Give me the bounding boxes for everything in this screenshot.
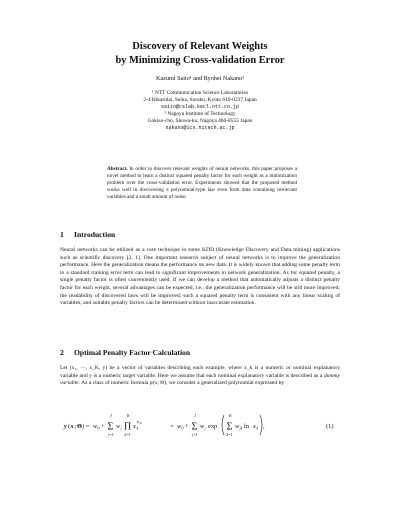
- svg-text:j: j: [204, 425, 206, 431]
- affiliation-2-address: Gokiso-cho, Showa-ku, Nagoya 466-8555 Japan: [147, 117, 253, 124]
- abstract-label: Abstract.: [107, 166, 128, 172]
- svg-text:0: 0: [97, 425, 100, 431]
- equation-1-formula: [60, 408, 340, 442]
- svg-text:k: k: [136, 425, 139, 431]
- svg-text:K: K: [229, 413, 232, 418]
- svg-text:jk: jk: [239, 425, 243, 431]
- affiliation-1-address: 2-4 Hikaridai, Seika, Soraku, Kyoto 619-0237 Japan: [143, 96, 257, 103]
- svg-text:,: ,: [263, 423, 265, 430]
- svg-text:) =: ) =: [82, 423, 90, 430]
- svg-text:(: (: [68, 423, 71, 430]
- equation-number: (1): [326, 423, 334, 430]
- abstract: [107, 166, 297, 201]
- svg-text:w: w: [136, 419, 140, 424]
- svg-text:=: =: [170, 423, 174, 430]
- svg-text:K: K: [127, 413, 130, 418]
- svg-text:j: j: [108, 432, 110, 437]
- svg-text:Σ: Σ: [107, 421, 114, 433]
- svg-text:0: 0: [181, 425, 184, 431]
- section-2-text-part-1: Let (x₁, ···, x_K, y) be a vector of variables describing each example, where x_k is a numeric or nominal explanatory variable and y is a numeric target variable. Here we assume that each nominal explanatory variable is described as a: [60, 365, 340, 379]
- svg-text:Π: Π: [124, 421, 132, 433]
- svg-text:Θ: Θ: [77, 423, 82, 430]
- svg-text:=1: =1: [228, 432, 233, 437]
- affiliation-1-name: ¹ NTT Communication Science Laboratories: [151, 90, 249, 96]
- svg-text:w: w: [200, 423, 205, 430]
- svg-text:=1: =1: [109, 432, 114, 437]
- section-2-text-part-2: As a class of numeric formula p(x; Θ), we consider a generalized polynomial expressed by: [81, 380, 285, 387]
- svg-text:w: w: [177, 423, 182, 430]
- svg-text:Σ: Σ: [191, 421, 198, 433]
- section-2-italic-term: dummy variable.: [60, 372, 340, 387]
- svg-text:+: +: [185, 423, 189, 430]
- equation-1: [60, 408, 340, 442]
- svg-text:=1: =1: [126, 432, 131, 437]
- svg-text:x: x: [70, 423, 74, 430]
- affiliations: [70, 90, 330, 131]
- svg-text:exp: exp: [208, 423, 218, 430]
- svg-text:j: j: [192, 432, 194, 437]
- abstract-text: In order to discover relevant weights of neural networks, this paper proposes a novel method to learn a distinct squared penalty factor for each weight as a minimization problem over the cross-validation error. Experiments showed that the proposed method works well in discovering a polynomial-type law even from data containing irrelevant variables and a small amount of noise.: [107, 166, 297, 200]
- section-2-heading: [60, 348, 340, 358]
- title-line-2: by Minimizing Cross-validation Error: [115, 55, 285, 66]
- section-2-title: Optimal Penalty Factor Calculation: [74, 348, 191, 357]
- section-1-title: Introduction: [74, 230, 116, 239]
- section-2-paragraph: [60, 365, 340, 388]
- svg-text:x: x: [133, 423, 136, 430]
- svg-text:j: j: [120, 425, 122, 431]
- svg-text:jk: jk: [139, 421, 142, 425]
- svg-text:y: y: [64, 423, 67, 430]
- svg-text:x: x: [253, 423, 256, 430]
- svg-text:;: ;: [74, 423, 77, 430]
- section-1-heading: [60, 230, 340, 240]
- svg-text:w: w: [93, 423, 98, 430]
- svg-text:w: w: [116, 423, 121, 430]
- svg-text:w: w: [235, 423, 240, 430]
- affiliation-2-name: ² Nagoya Institute of Technology: [164, 110, 236, 117]
- svg-text:Σ: Σ: [226, 421, 233, 433]
- author-list: Kazumi Saito¹ and Ryohei Nakano²: [155, 75, 244, 82]
- svg-text:J: J: [194, 413, 196, 418]
- svg-text:J: J: [110, 413, 112, 418]
- svg-text:=1: =1: [193, 432, 198, 437]
- svg-text:k: k: [226, 432, 229, 437]
- svg-text:k: k: [256, 425, 259, 431]
- svg-text:+: +: [101, 423, 105, 430]
- affiliation-2-email: nakano@ics.nitech.ac.jp: [165, 124, 235, 131]
- section-1-paragraph: Neural networks can be utilized as a core technique in some KDD (Knowledge Discovery and Data mining) applications such as scientific discovery [2, 1]. One important research subject of neural networks is to improve the generalization performance. Here the generalization means the performance on new data. It is widely known that adding some penalty term to a standard training error term can lead to significant improvements in network generalization. As for squared penalty, a single penalty factor is often conveniently used. If we can develop a method that automatically adjusts a distinct penalty factor for each weight, several advantages can be expected, i.e., the generalization performance will be still more improved; the readability of discovered laws will be improved; such a squared penalty term is consistent with any linear scaling of variables; and suitable penalty factors can be determined without inaccurate estimation.: [60, 247, 340, 307]
- svg-text:ln: ln: [244, 423, 249, 430]
- section-2-number: 2: [60, 348, 64, 357]
- svg-text:k: k: [124, 432, 127, 437]
- section-1-number: 1: [60, 230, 64, 239]
- paper-title: [60, 40, 340, 68]
- affiliation-1-email: saito@cslab.kecl.ntt.co.jp: [160, 103, 239, 110]
- title-line-1: Discovery of Relevant Weights: [132, 41, 268, 52]
